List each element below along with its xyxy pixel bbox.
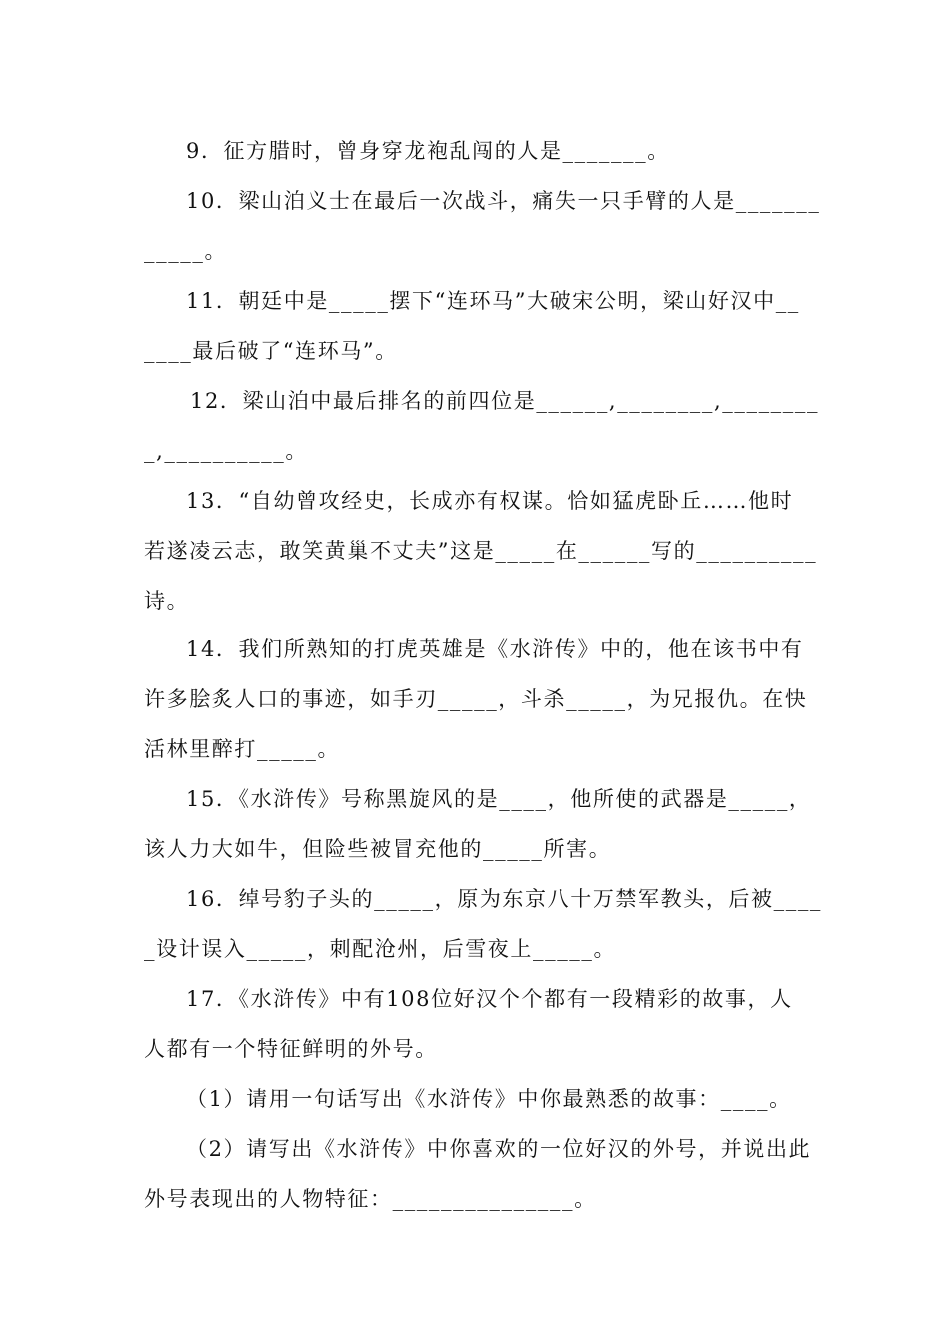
question-17-line-1: 17．《水浒传》中有108位好汉个个都有一段精彩的故事，人 <box>186 987 793 1011</box>
question-14-line-1: 14．我们所熟知的打虎英雄是《水浒传》中的，他在该书中有 <box>186 637 804 661</box>
question-17-sub-2-line-2: 外号表现出的人物特征：_______________。 <box>144 1187 597 1211</box>
question-10-line-1: 10．梁山泊义士在最后一次战斗，痛失一只手臂的人是_______ <box>186 189 821 213</box>
question-16-line-2: _设计误入_____，刺配沧州，后雪夜上_____。 <box>144 937 617 961</box>
question-9-line-1: 9．征方腊时，曾身穿龙袍乱闯的人是_______。 <box>186 139 670 163</box>
question-13-line-3: 诗。 <box>144 589 190 613</box>
question-14-line-3: 活林里醉打_____。 <box>144 737 341 761</box>
question-13-line-2: 若遂凌云志，敢笑黄巢不丈夫”这是_____在______写的__________ <box>144 539 818 563</box>
question-10-line-2: _____。 <box>144 239 228 263</box>
question-15-line-1: 15．《水浒传》号称黑旋风的是____，他所使的武器是_____， <box>186 787 812 811</box>
question-15-line-2: 该人力大如牛，但险些被冒充他的_____所害。 <box>144 837 612 861</box>
question-17-line-2: 人都有一个特征鲜明的外号。 <box>144 1037 438 1061</box>
question-17-sub-2-line-1: （2）请写出《水浒传》中你喜欢的一位好汉的外号，并说出此 <box>186 1137 812 1161</box>
question-13-line-1: 13．“自幼曾攻经史，长成亦有权谋。恰如猛虎卧丘……他时 <box>186 489 794 513</box>
question-12-line-2: _,__________。 <box>144 439 308 463</box>
question-11-line-2: ____最后破了“连环马”。 <box>144 339 398 363</box>
question-12-line-1: 12．梁山泊中最后排名的前四位是______,________,________ <box>190 389 820 413</box>
question-14-line-2: 许多脍炙人口的事迹，如手刃_____，斗杀_____，为兄报仇。在快 <box>144 687 808 711</box>
question-16-line-1: 16．绰号豹子头的_____，原为东京八十万禁军教头，后被____ <box>186 887 823 911</box>
question-11-line-1: 11．朝廷中是_____摆下“连环马”大破宋公明，梁山好汉中__ <box>186 289 800 313</box>
question-17-sub-1: （1）请用一句话写出《水浒传》中你最熟悉的故事：____。 <box>186 1087 792 1111</box>
